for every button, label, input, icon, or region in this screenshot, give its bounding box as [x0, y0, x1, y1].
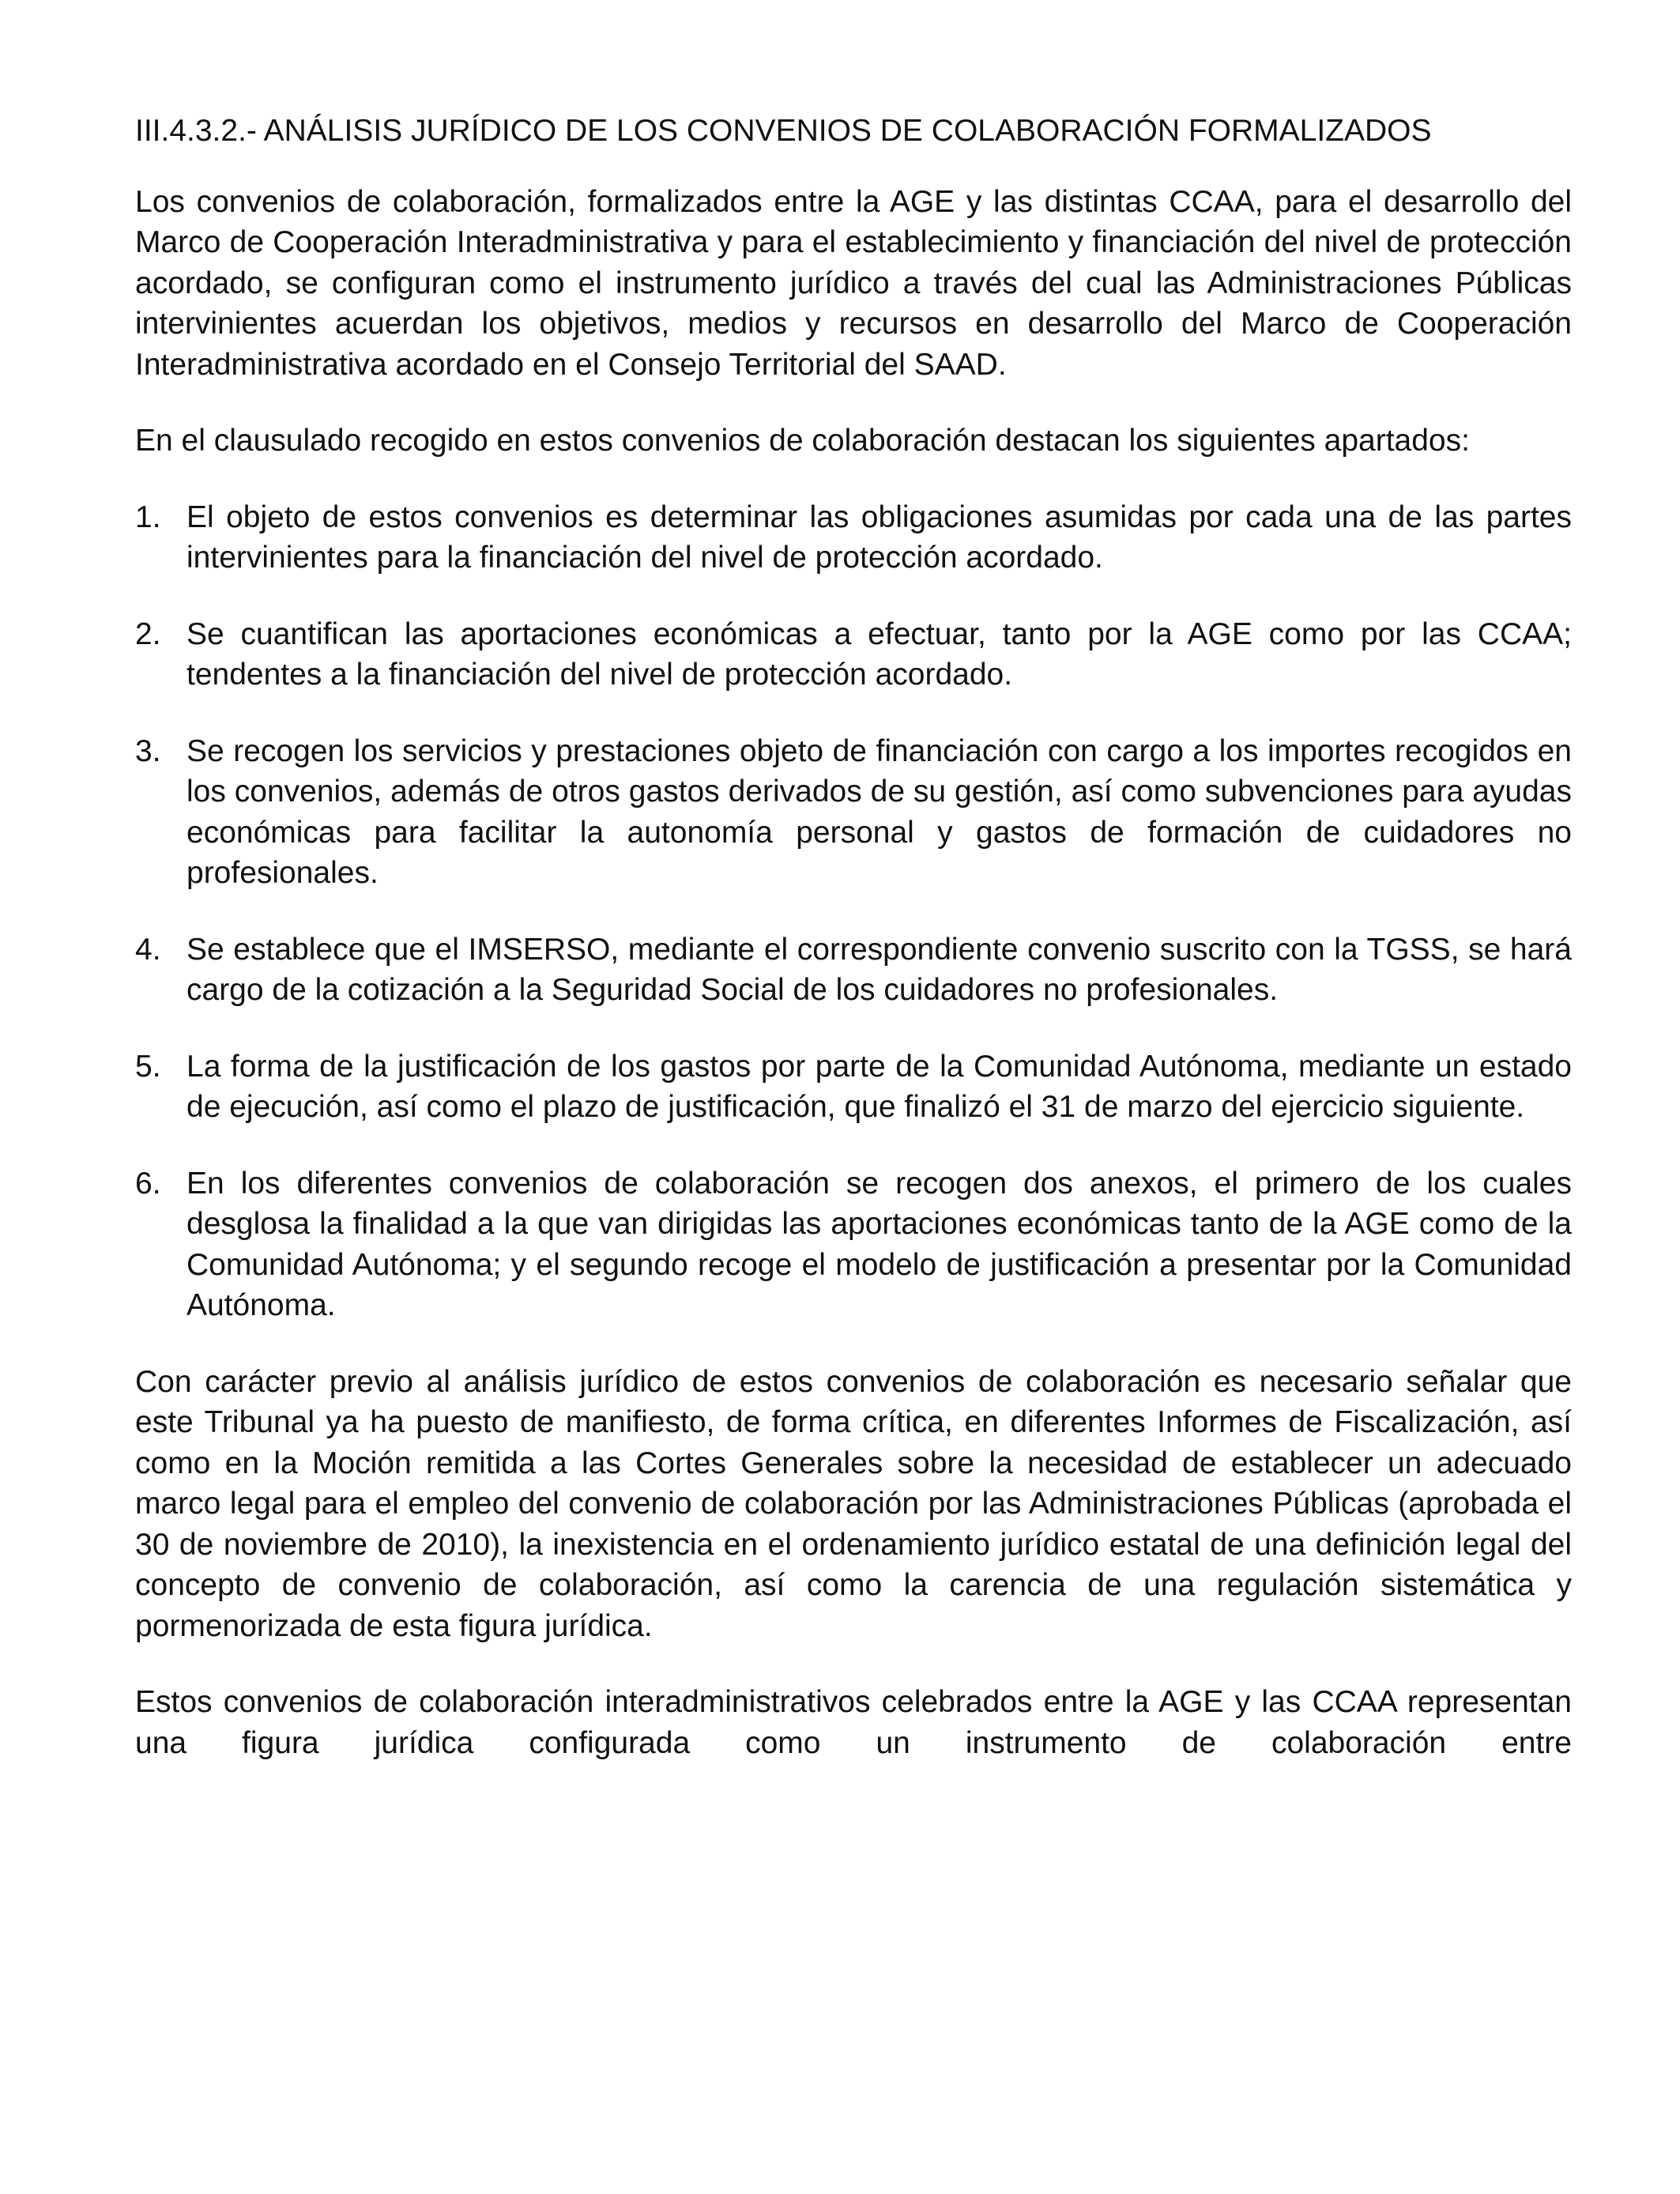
apartados-list [135, 497, 1572, 1326]
paragraph-caracter-previo: Con carácter previo al análisis jurídico de estos convenios de colaboración es necesario señalar que este Tribunal ya ha puesto de manifiesto, de forma crítica, en diferentes Informes de Fiscalización, así como en la Moción remitida a las Cortes Generales sobre la necesidad de establecer un adecuado marco legal para el empleo del convenio de colaboración por las Administraciones Públicas (aprobada el 30 de noviembre de 2010), la inexistencia en el ordenamiento jurídico estatal de una definición legal del concepto de convenio de colaboración, así como la carencia de una regulación sistemática y pormenorizada de esta figura jurídica. [135, 1364, 1572, 1643]
section-heading: III.4.3.2.- ANÁLISIS JURÍDICO DE LOS CONVENIOS DE COLABORACIÓN FORMALIZADOS [135, 114, 1432, 148]
list-item-number: 1. [135, 499, 161, 534]
list-item-number: 5. [135, 1049, 161, 1084]
list-item [135, 1163, 1572, 1326]
list-item [135, 929, 1572, 1011]
list-item-text: Se establece que el IMSERSO, mediante el correspondiente convenio suscrito con la TGSS, se hará cargo de la cotización a la Seguridad Social de los cuidadores no profesionales. [186, 932, 1572, 1007]
list-item [135, 614, 1572, 696]
list-item-number: 4. [135, 932, 161, 967]
list-item [135, 731, 1572, 894]
list-item-text: En los diferentes convenios de colaboración se recogen dos anexos, el primero de los cuales desglosa la finalidad a la que van dirigidas las aportaciones económicas tanto de la AGE como de la Comunidad Autónoma; y el segundo recoge el modelo de justificación a presentar por la Comunidad Autónoma. [186, 1166, 1572, 1322]
list-item-text: La forma de la justificación de los gastos por parte de la Comunidad Autónoma, mediante un estado de ejecución, así como el plazo de justificación, que finalizó el 31 de marzo del ejercicio siguiente. [186, 1049, 1572, 1124]
document-page [135, 111, 1572, 1799]
paragraph-figura-juridica: Estos convenios de colaboración interadministrativos celebrados entre la AGE y las CCAA representan una figura jurídica configurada como un instrumento de colaboración entre [135, 1685, 1572, 1760]
list-item-text: El objeto de estos convenios es determinar las obligaciones asumidas por cada una de las partes intervinientes para la financiación del nivel de protección acordado. [186, 499, 1572, 575]
list-item [135, 497, 1572, 579]
list-item-number: 3. [135, 733, 161, 768]
paragraph-intro: Los convenios de colaboración, formalizados entre la AGE y las distintas CCAA, para el desarrollo del Marco de Cooperación Interadministrativa y para el establecimiento y financiación del nivel de protección acordado, se configuran como el instrumento jurídico a través del cual las Administraciones Públicas intervinientes acuerdan los objetivos, medios y recursos en desarrollo del Marco de Cooperación Interadministrativa acordado en el Consejo Territorial del SAAD. [135, 184, 1572, 382]
list-item-text: Se cuantifican las aportaciones económicas a efectuar, tanto por la AGE como por las CCAA; tendentes a la financiación del nivel de protección acordado. [186, 616, 1572, 692]
paragraph-clausulado: En el clausulado recogido en estos convenios de colaboración destacan los siguientes apartados: [135, 424, 1470, 458]
list-item-text: Se recogen los servicios y prestaciones objeto de financiación con cargo a los importes recogidos en los convenios, además de otros gastos derivados de su gestión, así como subvenciones para ayudas económicas para facilitar la autonomía personal y gastos de formación de cuidadores no profesionales. [186, 733, 1572, 890]
list-item-number: 2. [135, 616, 161, 651]
list-item-number: 6. [135, 1166, 161, 1201]
list-item [135, 1046, 1572, 1128]
